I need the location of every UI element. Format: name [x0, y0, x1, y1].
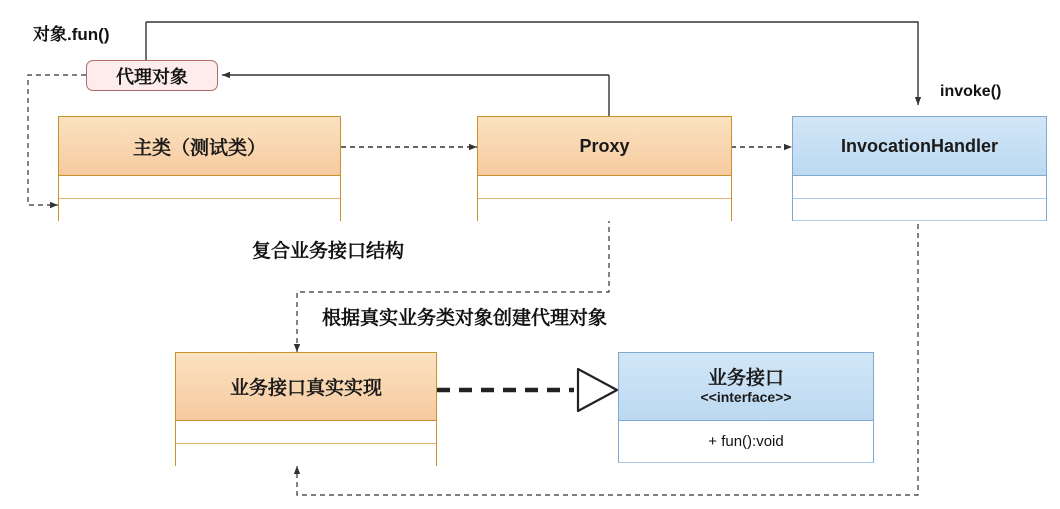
uml-class-main-attributes [59, 176, 340, 199]
label-call-fun: 对象.fun() [33, 25, 110, 44]
uml-class-main-operations [59, 199, 340, 221]
uml-class-main[interactable] [58, 116, 341, 221]
uml-class-business-impl-attributes [176, 421, 436, 444]
uml-class-business-impl[interactable] [175, 352, 437, 466]
uml-interface-business-operations [619, 421, 873, 463]
uml-class-business-impl-title: 业务接口真实实现 [176, 353, 436, 421]
uml-class-proxy-attributes [478, 176, 731, 199]
proxy-object-pill[interactable] [86, 60, 218, 91]
uml-interface-business[interactable] [618, 352, 874, 463]
uml-class-invocationhandler[interactable] [792, 116, 1047, 221]
uml-interface-business-title: 业务接口 [707, 367, 784, 389]
uml-class-business-impl-operations [176, 444, 436, 466]
label-create-proxy-from-real: 根据真实业务类对象创建代理对象 [322, 308, 608, 329]
uml-class-main-title: 主类（测试类） [59, 117, 340, 176]
uml-class-invocationhandler-operations [793, 199, 1046, 221]
uml-class-invocationhandler-attributes [793, 176, 1046, 199]
label-composite-structure: 复合业务接口结构 [252, 241, 405, 262]
uml-class-proxy[interactable] [477, 116, 732, 221]
proxy-object-label: 代理对象 [116, 66, 188, 87]
uml-class-invocationhandler-title: InvocationHandler [793, 117, 1046, 176]
uml-interface-business-stereotype: <<interface>> [700, 388, 792, 405]
uml-interface-business-header [619, 353, 873, 421]
uml-interface-operation-fun: + fun():void [708, 433, 784, 450]
label-invoke: invoke() [940, 83, 1002, 100]
uml-class-proxy-operations [478, 199, 731, 221]
uml-class-proxy-title: Proxy [478, 117, 731, 176]
